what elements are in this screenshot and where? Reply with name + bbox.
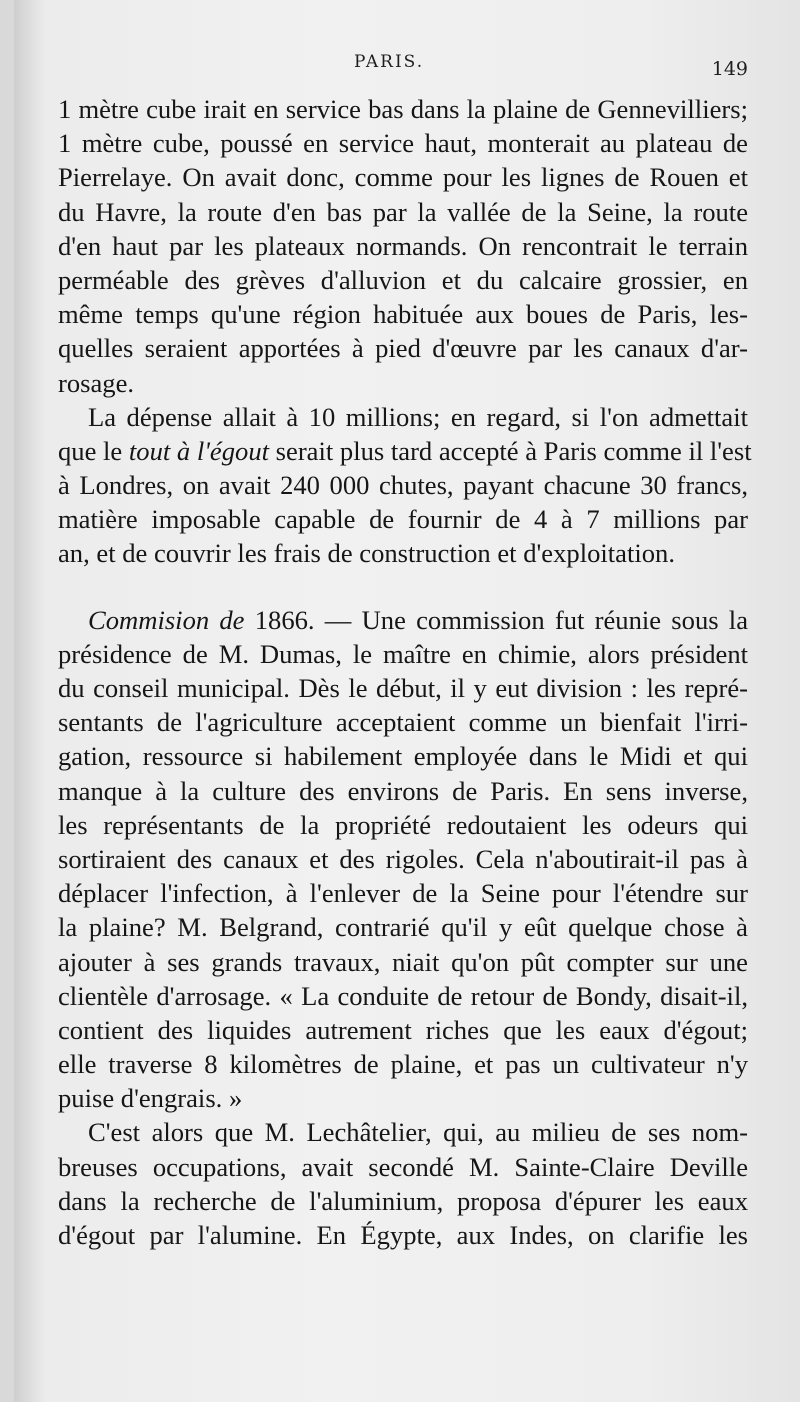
text-line: 1 mètre cube, poussé en service haut, monterait au plateau de (58, 128, 748, 159)
text-line: puise d'engrais. » (58, 1083, 243, 1114)
text-line: quelles seraient apportées à pied d'œuvre par les canaux d'ar- (58, 333, 748, 364)
text-line: gation, ressource si habilement employée dans le Midi et qui (58, 741, 748, 772)
text-line: an, et de couvrir les frais de construction et d'exploitation. (58, 538, 675, 569)
text-line: ajouter à ses grands travaux, niait qu'on pût compter sur une (58, 946, 748, 977)
text-line: La dépense allait à 10 millions; en regard, si l'on admettait (88, 401, 748, 432)
text-line: elle traverse 8 kilomètres de plaine, et pas un cultivateur n'y (58, 1049, 748, 1080)
text-line: C'est alors que M. Lechâtelier, qui, au milieu de ses nom- (88, 1117, 748, 1148)
section-gap (58, 571, 748, 603)
text-line: déplacer l'infection, à l'enlever de la Seine pour l'étendre sur (58, 878, 748, 909)
text-line: à Londres, on avait 240 000 chutes, payant chacune 30 francs, (58, 470, 748, 501)
italic-text: tout à l'égout (128, 435, 270, 466)
text-line: clientèle d'arrosage. « La conduite de retour de Bondy, disait-il, (58, 980, 748, 1011)
text-line: dans la recherche de l'aluminium, proposa d'épurer les eaux (58, 1185, 748, 1216)
text-line: d'en haut par les plateaux normands. On rencontrait le terrain (58, 230, 748, 261)
body-text (58, 92, 752, 1252)
running-title: PARIS. (354, 52, 425, 72)
text-line: du Havre, la route d'en bas par la vallée de la Seine, la route (58, 196, 748, 227)
text-line: breuses occupations, avait secondé M. Sainte-Claire Deville (58, 1151, 748, 1182)
text-line: même temps qu'une région habituée aux boues de Paris, les- (58, 299, 748, 330)
text-line: manque à la culture des environs de Paris. En sens inverse, (58, 775, 748, 806)
text-line: les représentants de la propriété redoutaient les odeurs qui (58, 809, 748, 840)
text-line: sortiraient des canaux et des rigoles. Cela n'aboutirait-il pas à (58, 843, 748, 874)
text-line: du conseil municipal. Dès le début, il y eut division : les repré- (58, 673, 748, 703)
book-page (14, 0, 800, 1402)
text-line: 1 mètre cube irait en service bas dans la plaine de Gennevilliers; (58, 94, 748, 124)
text-line: contient des liquides autrement riches que les eaux d'égout; (58, 1014, 748, 1045)
text-line-with-italic: que le tout à l'égout serait plus tard accepté à Paris comme il l'est (58, 435, 752, 466)
text-line: rosage. (58, 367, 135, 398)
text-line: la plaine? M. Belgrand, contrarié qu'il y eût quelque chose à (58, 912, 748, 943)
text-line: d'égout par l'alumine. En Égypte, aux Indes, on clarifie les (58, 1220, 748, 1250)
text-line: sentants de l'agriculture acceptaient comme un bienfait l'irri- (58, 707, 748, 738)
text-line: perméable des grèves d'alluvion et du calcaire grossier, en (58, 264, 748, 295)
page-header (14, 46, 800, 86)
section-heading-line: Commision de 1866. — Une commission fut réunie sous la (88, 604, 749, 635)
text-line: matière imposable capable de fournir de 4 à 7 millions par (58, 504, 748, 535)
page-number: 149 (711, 58, 748, 80)
text-line: Pierrelaye. On avait donc, comme pour les lignes de Rouen et (58, 162, 748, 193)
italic-text: Commision de (88, 604, 245, 635)
text-line: présidence de M. Dumas, le maître en chimie, alors président (58, 638, 748, 669)
